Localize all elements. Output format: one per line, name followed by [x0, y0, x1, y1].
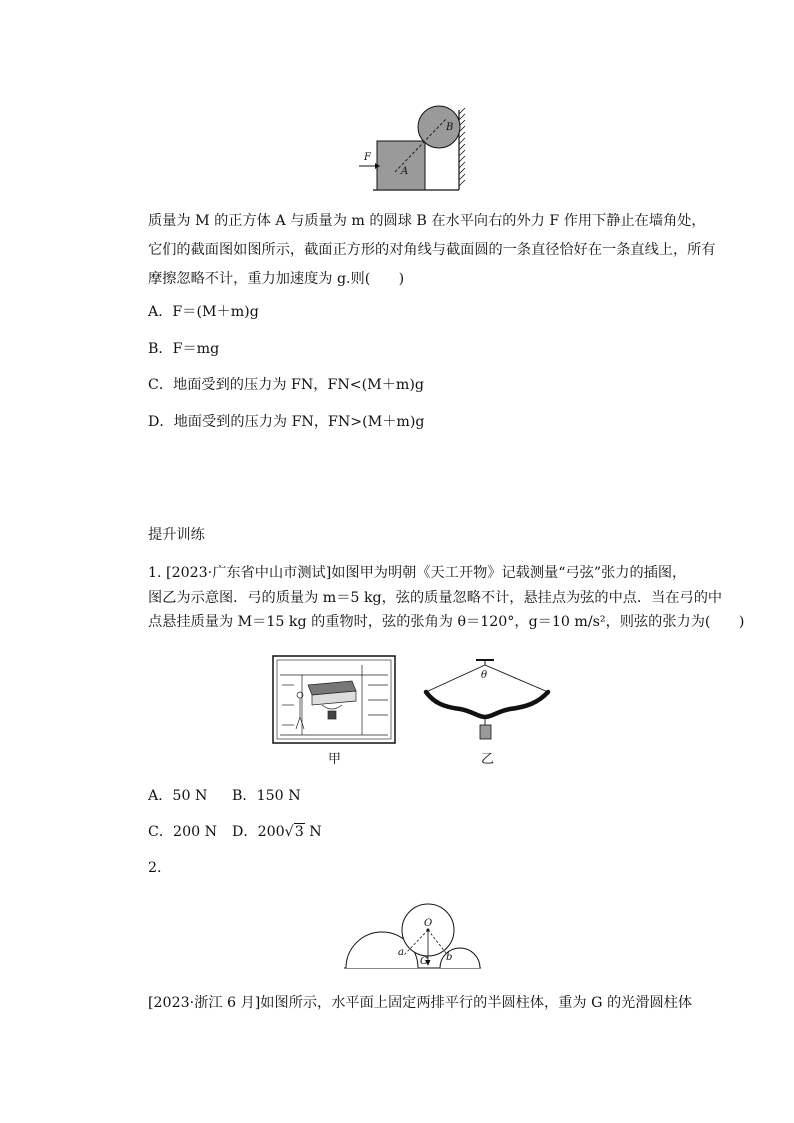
figure-yi-bow-schematic: [420, 655, 555, 745]
intro-line-2: 它们的截面图如图所示，截面正方形的对角线与截面圆的一条直径恰好在一条直线上，所有: [148, 242, 716, 258]
q1-line-3: 点悬挂质量为 M＝15 kg 的重物时，弦的张角为 θ＝120°，g＝10 m/s²，则弦的张力为( ): [148, 614, 745, 630]
figure1-label-a: A: [401, 166, 409, 177]
cyl-label-g: G: [420, 956, 428, 967]
bow-theta-label: θ: [481, 670, 488, 681]
cyl-label-a: a: [398, 947, 404, 958]
q1-option-b: B．150 N: [232, 788, 301, 804]
q1-option-a: A．50 N: [148, 788, 208, 804]
intro-option-d: D．地面受到的压力为 FN，FN>(M＋m)g: [148, 414, 425, 430]
caption-jia: 甲: [328, 752, 342, 767]
figure-cylinders: [340, 895, 485, 973]
q1-option-d-unit: N: [304, 824, 322, 840]
intro-option-b: B．F＝mg: [148, 341, 220, 357]
sqrt-symbol: √: [284, 824, 294, 840]
q1-line-2: 图乙为示意图．弓的质量为 m＝5 kg，弦的质量忽略不计，悬挂点为弦的中点．当在弓的中: [148, 590, 723, 606]
intro-line-3: 摩擦忽略不计，重力加速度为 g.则( ): [148, 271, 405, 287]
caption-yi: 乙: [481, 752, 495, 767]
cyl-label-b: b: [446, 952, 453, 963]
q2-line-1: [2023·浙江 6 月]如图所示，水平面上固定两排平行的半圆柱体，重为 G 的光滑圆柱体: [148, 995, 693, 1011]
q1-line-1: 1. [2023·广东省中山市测试]如图甲为明朝《天工开物》记载测量“弓弦”张力的插图，: [148, 565, 687, 581]
q2-number: 2.: [148, 860, 162, 876]
section-title: 提升训练: [148, 527, 205, 543]
intro-line-1: 质量为 M 的正方体 A 与质量为 m 的圆球 B 在水平向右的外力 F 作用下静止在墙角处，: [148, 213, 706, 229]
cyl-label-o: O: [424, 918, 433, 929]
q1-option-c: C．200 N: [148, 824, 218, 840]
figure-jia-woodcut: [272, 655, 396, 744]
figure1-label-b: B: [446, 122, 454, 133]
q1-option-d-root: 3: [294, 824, 304, 840]
q1-option-d-prefix: D．200: [232, 824, 285, 840]
intro-option-c: C．地面受到的压力为 FN，FN<(M＋m)g: [148, 377, 424, 393]
figure-cube-ball-wall: [355, 100, 475, 195]
figure1-label-f: F: [364, 152, 371, 163]
intro-option-a: A．F＝(M＋m)g: [148, 304, 259, 320]
q1-option-d: [232, 822, 322, 842]
